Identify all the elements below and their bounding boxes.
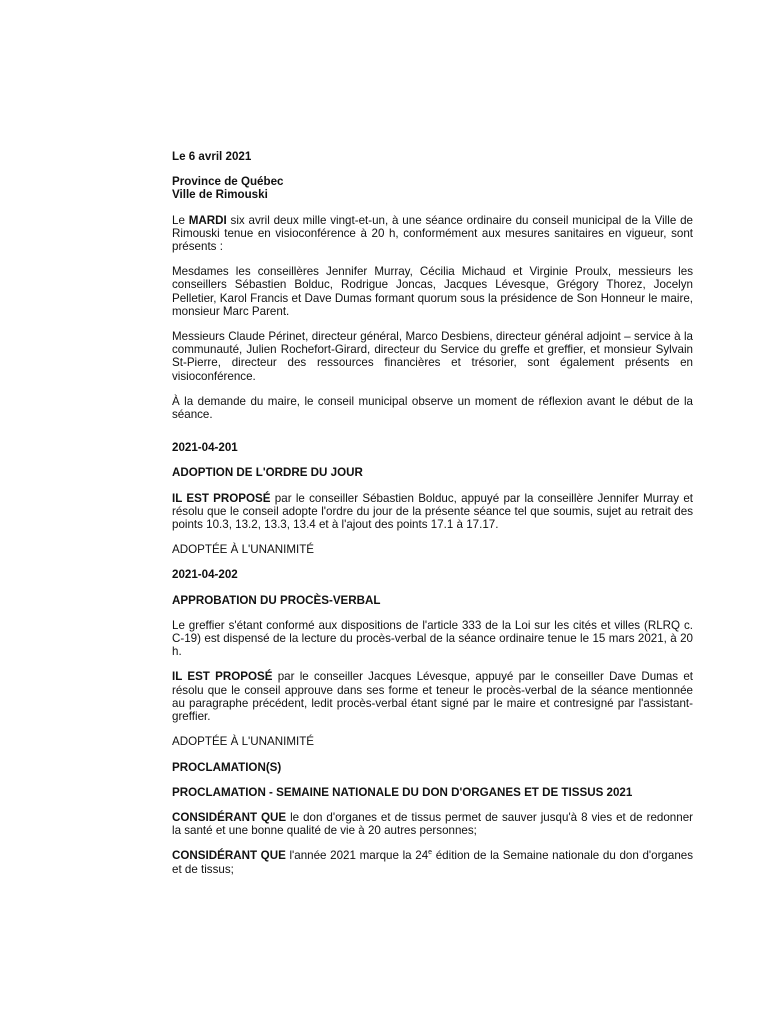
date-heading: Le 6 avril 2021	[172, 150, 252, 163]
location-block	[172, 175, 693, 201]
attendees-council: Mesdames les conseillères Jennifer Murray, Cécilia Michaud et Virginie Proulx, messieurs les conseillers Sébastien Bolduc, Rodrigue Joncas, Jacques Lévesque, Grégory Thorez, Jocelyn Pelletier, Karol Francis et Dave Dumas formant quorum sous la présidence de Son Honneur le maire, monsieur Marc Parent.	[172, 265, 693, 318]
proclamations-heading: PROCLAMATION(S)	[172, 760, 282, 774]
proposal-text: par le conseiller Sébastien Bolduc, appuyé par la conseillère Jennifer Murray et résolu que le conseil adopte l'ordre du jour de la présente séance tel que soumis, sujet au retrait des points 10.3, 13.2, 13.3, 13.4 et à l'ajout des points 17.1 à 17.17.	[172, 491, 693, 532]
adoption-status: ADOPTÉE À L'UNANIMITÉ	[172, 735, 315, 749]
resolution-number: 2021-04-201	[172, 441, 238, 455]
intro-prefix: Le	[172, 213, 189, 227]
resolution-number: 2021-04-202	[172, 568, 238, 582]
proposal-label: IL EST PROPOSÉ	[172, 670, 273, 684]
considerant-label: CONSIDÉRANT QUE	[172, 849, 286, 863]
resolution-title: APPROBATION DU PROCÈS-VERBAL	[172, 593, 381, 607]
intro-text: six avril deux mille vingt-et-un, à une séance ordinaire du conseil municipal de la Ville de Rimouski tenue en visioconférence à 20 h, conformément aux mesures sanitaires en vigueur, sont présents :	[172, 213, 693, 254]
considerant-text: l'année 2021 marque la 24	[285, 849, 429, 863]
resolution-proposal	[172, 670, 693, 723]
intro-day: MARDI	[188, 213, 227, 227]
ordinal-suffix: e	[428, 849, 433, 857]
province-label: Province de Québec	[172, 175, 284, 189]
city-label: Ville de Rimouski	[172, 188, 268, 202]
minutes-page	[172, 150, 693, 876]
proclamation-title: PROCLAMATION - SEMAINE NATIONALE DU DON D'ORGANES ET DE TISSUS 2021	[172, 785, 633, 799]
resolution-proposal	[172, 492, 693, 532]
attendees-staff: Messieurs Claude Périnet, directeur général, Marco Desbiens, directeur général adjoint – service à la communauté, Julien Rochefort-Girard, directeur du Service du greffe et greffier, et monsieur Sylvain St-Pierre, directeur des ressources financières et trésorier, sont également présents en visioconférence.	[172, 330, 693, 383]
proposal-text: par le conseiller Jacques Lévesque, appuyé par le conseiller Dave Dumas et résolu que le conseil approuve dans ses forme et teneur le procès-verbal de la séance mentionnée au paragraphe précédent, ledit procès-verbal étant signé par le maire et contresigné par l'assistant-greffier.	[172, 670, 693, 724]
adoption-status: ADOPTÉE À L'UNANIMITÉ	[172, 543, 315, 557]
reflection-paragraph: À la demande du maire, le conseil municipal observe un moment de réflexion avant le début de la séance.	[172, 394, 693, 422]
considerant-label: CONSIDÉRANT QUE	[172, 810, 287, 824]
considerant-text-end: édition de la Semaine nationale du don d'organes et de tissus;	[172, 849, 694, 876]
resolution-title: ADOPTION DE L'ORDRE DU JOUR	[172, 466, 363, 480]
considerant-2	[172, 849, 693, 875]
resolution-preamble: Le greffier s'étant conformé aux dispositions de l'article 333 de la Loi sur les cités et villes (RLRQ c. C-19) est dispensé de la lecture du procès-verbal de la séance ordinaire tenue le 15 mars 2021, à 20 h.	[172, 618, 693, 659]
considerant-text: le don d'organes et de tissus permet de sauver jusqu'à 8 vies et de redonner la santé et une bonne qualité de vie à 20 autres personnes;	[172, 810, 693, 838]
proposal-label: IL EST PROPOSÉ	[172, 491, 271, 505]
considerant-1	[172, 811, 693, 837]
intro-paragraph	[172, 214, 693, 254]
